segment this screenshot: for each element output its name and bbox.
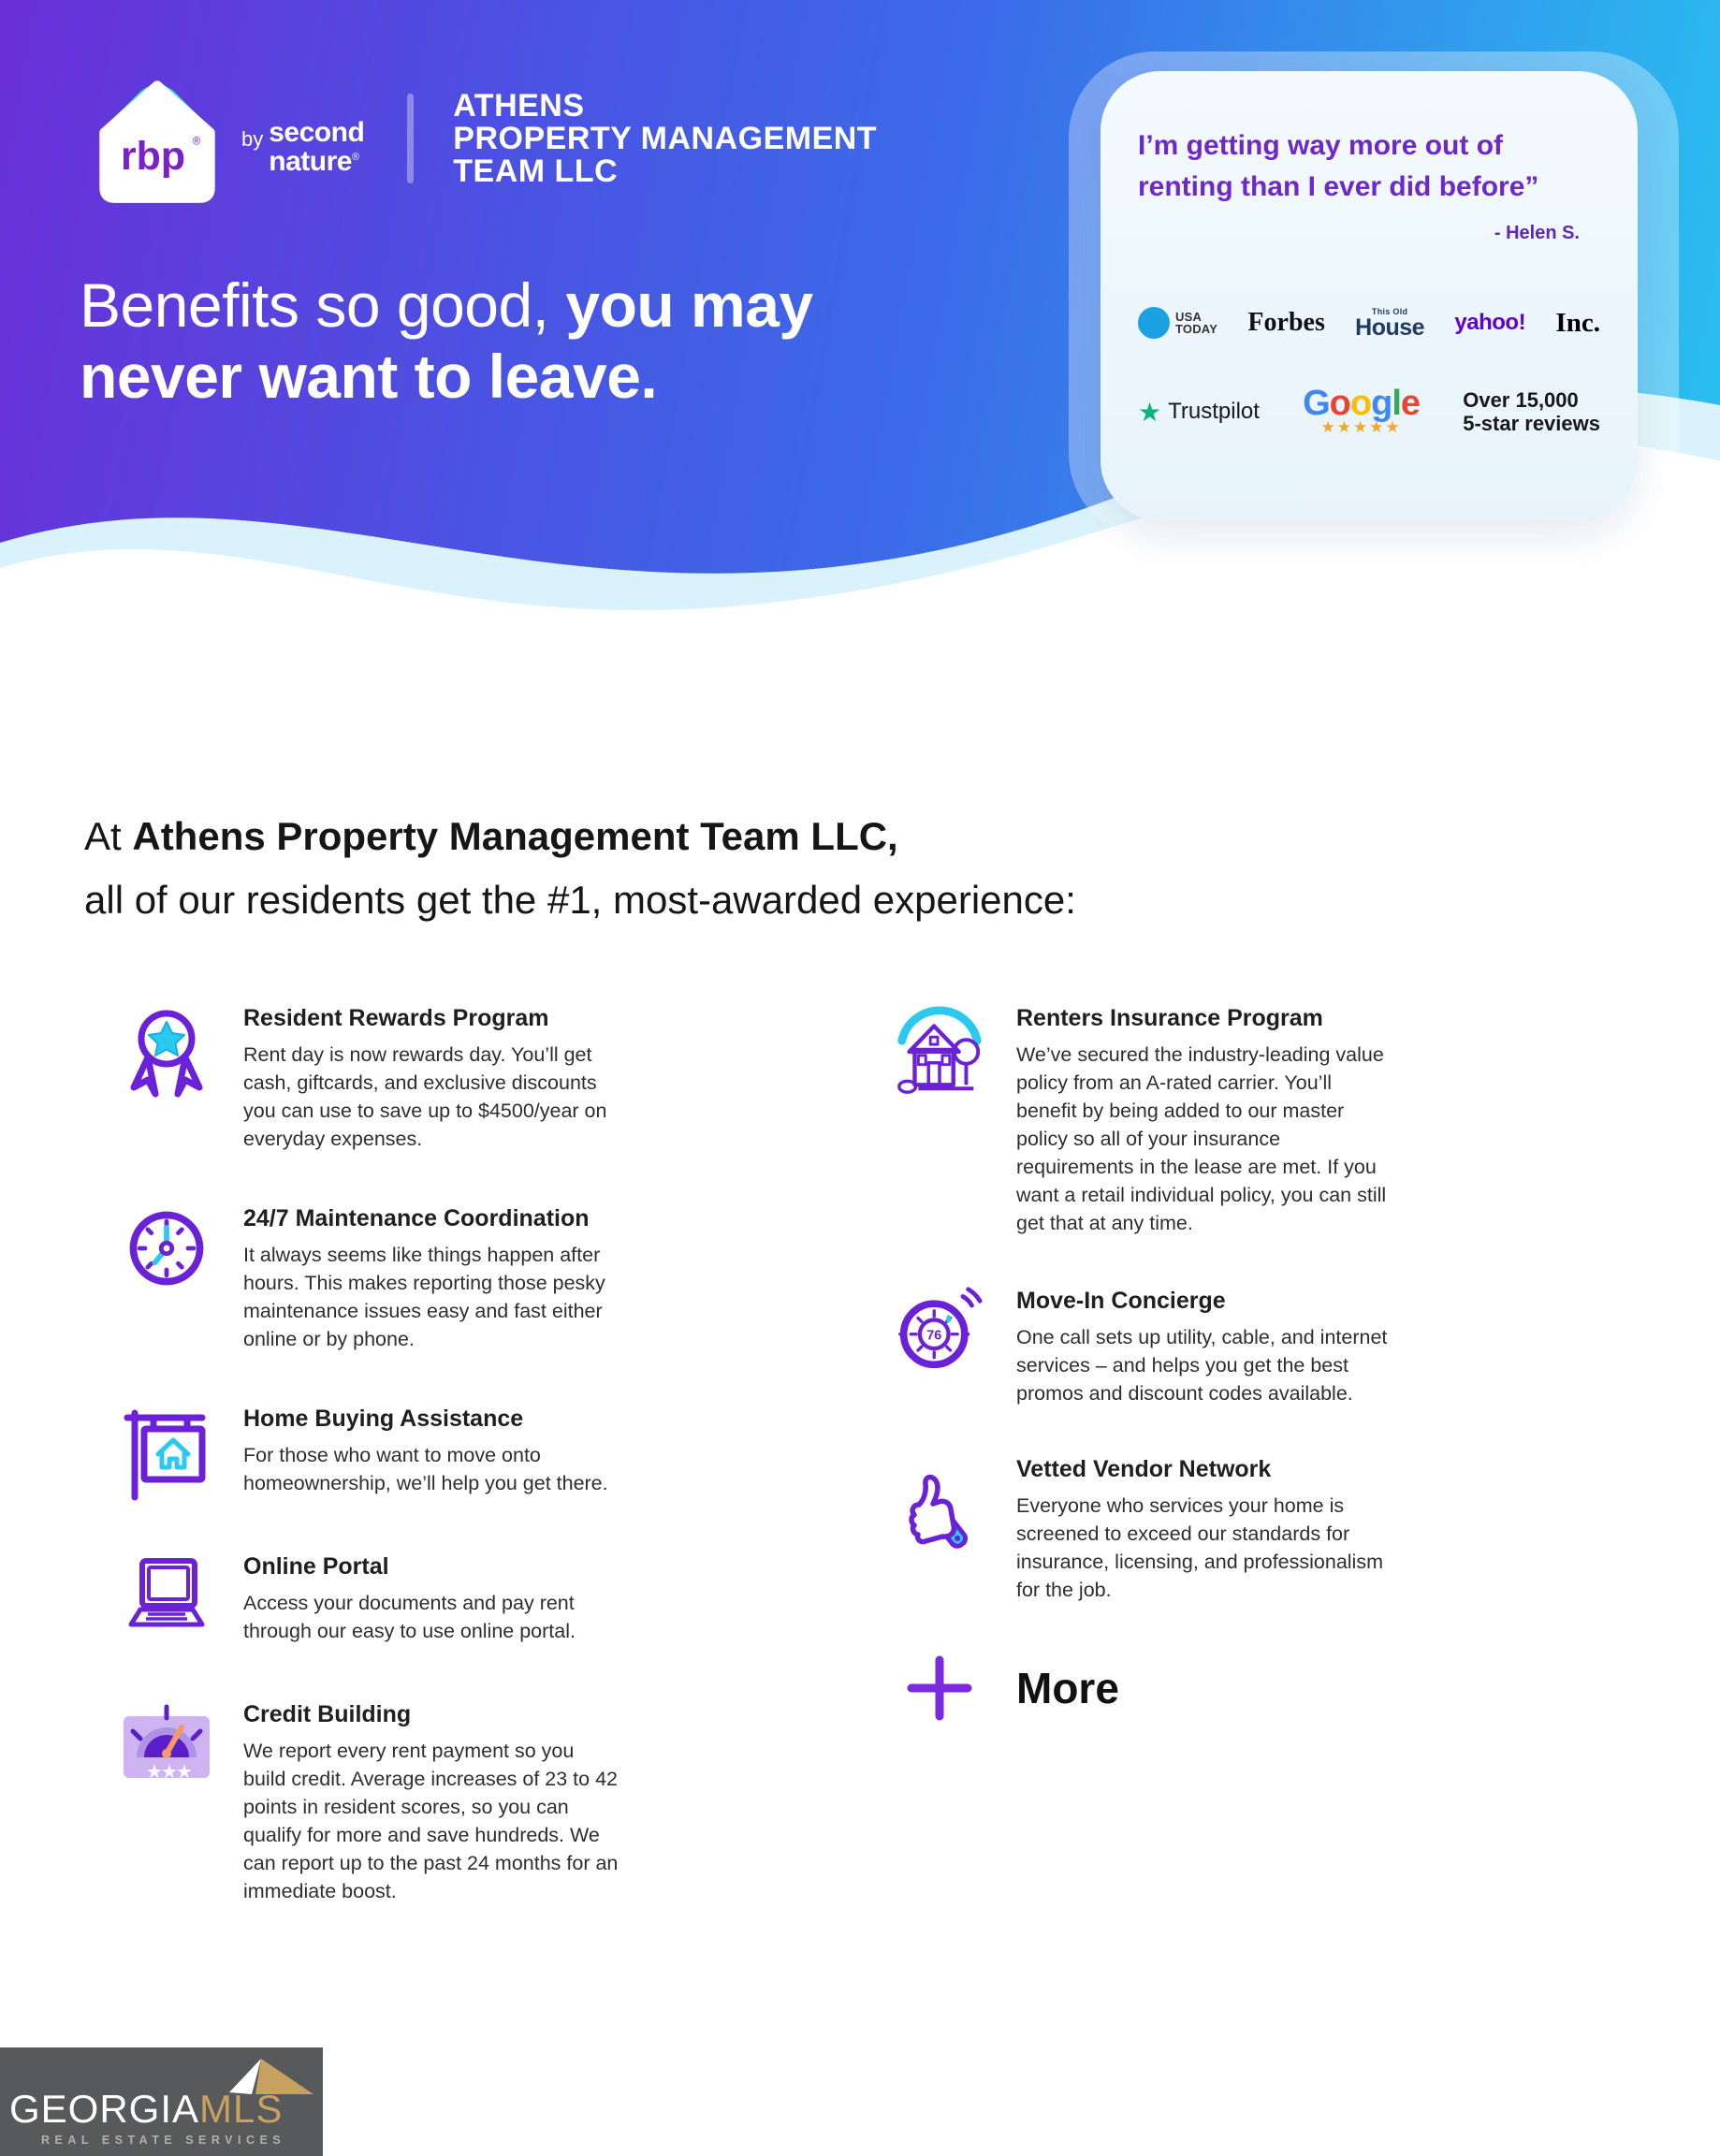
credit-gauge-icon bbox=[114, 1699, 219, 1789]
georgia-text: GEORGIA bbox=[9, 2087, 200, 2131]
headline-bold-2: never want to leave. bbox=[80, 342, 658, 411]
benefit-body: It always seems like things happen after hours. This makes reporting those pesky maintenance issues easy and fast either online or by phone. bbox=[243, 1244, 605, 1350]
mls-text: MLS bbox=[199, 2087, 284, 2131]
plus-icon bbox=[887, 1653, 992, 1724]
by-label: by bbox=[241, 127, 264, 151]
benefit-title: Move-In Concierge bbox=[1016, 1288, 1226, 1314]
benefit-title: Credit Building bbox=[243, 1701, 412, 1727]
benefit-title: Home Buying Assistance bbox=[243, 1406, 524, 1432]
thermostat-icon bbox=[887, 1286, 992, 1372]
benefit-body: We report every rent payment so you build credit. Average increases of 23 to 42 points in resident scores, so you can qualify for more and save hundreds. We can report up to the past 24 months for an immediate boost. bbox=[243, 1740, 619, 1902]
trustpilot-star-icon: ★ bbox=[1138, 397, 1162, 427]
quote-attribution: - Helen S. bbox=[1494, 223, 1580, 243]
headline-light: Benefits so good, bbox=[80, 270, 566, 340]
svg-text:★: ★ bbox=[161, 1762, 178, 1783]
hero-section bbox=[0, 0, 1720, 622]
company-name-line3: TEAM LLC bbox=[453, 153, 619, 189]
intro-company-name: Athens Property Management Team LLC, bbox=[132, 814, 898, 858]
thumbs-up-icon bbox=[887, 1454, 992, 1551]
usa-today-line1: USA bbox=[1175, 310, 1203, 324]
intro-line2: all of our residents get the #1, most-awarded experience: bbox=[84, 878, 1076, 922]
yahoo-logo: yahoo! bbox=[1454, 310, 1526, 335]
rbp-logo-text: rbp bbox=[120, 134, 186, 180]
benefit-renters-insurance bbox=[887, 1003, 1392, 1237]
medal-icon bbox=[114, 1003, 219, 1100]
intro-line1: At Athens Property Management Team LLC, bbox=[84, 814, 898, 858]
company-name-line2: PROPERTY MANAGEMENT bbox=[453, 120, 878, 156]
benefit-title: Vetted Vendor Network bbox=[1016, 1456, 1272, 1482]
benefit-title: 24/7 Maintenance Coordination bbox=[243, 1205, 590, 1231]
benefits-column-left bbox=[114, 1003, 627, 1905]
benefit-move-in-concierge bbox=[887, 1286, 1392, 1407]
company-name bbox=[453, 87, 878, 189]
svg-text:★: ★ bbox=[176, 1762, 193, 1783]
benefit-title: Renters Insurance Program bbox=[1016, 1005, 1323, 1031]
headline-bold-1: you may bbox=[565, 270, 813, 340]
this-old-house-small: This Old bbox=[1371, 307, 1408, 316]
benefit-online-portal bbox=[114, 1551, 627, 1645]
second-nature-logo bbox=[241, 103, 365, 177]
rbp-logo-icon bbox=[86, 67, 228, 210]
second-nature-line1: second bbox=[269, 117, 365, 148]
usa-today-line2: TODAY bbox=[1175, 322, 1218, 336]
benefit-vetted-vendors bbox=[887, 1454, 1392, 1604]
this-old-house-logo bbox=[1355, 307, 1424, 339]
quote-line1: I’m getting way more out of bbox=[1138, 130, 1504, 161]
benefit-title: Online Portal bbox=[243, 1553, 389, 1580]
google-logo bbox=[1303, 384, 1421, 436]
company-name-line1: ATHENS bbox=[453, 87, 585, 124]
more-label: More bbox=[1016, 1664, 1119, 1712]
usa-today-circle-icon bbox=[1138, 307, 1170, 339]
intro-heading bbox=[84, 805, 1076, 932]
hero-headline bbox=[80, 270, 813, 412]
press-logos-row bbox=[1138, 307, 1600, 339]
benefit-resident-rewards bbox=[114, 1003, 627, 1153]
header-divider bbox=[407, 94, 414, 183]
benefit-body: Everyone who services your home is screened to exceed our standards for insurance, licensing, and professionalism for the job. bbox=[1016, 1494, 1383, 1601]
second-nature-line2: nature® bbox=[269, 146, 359, 177]
trustpilot-logo bbox=[1138, 397, 1260, 428]
clock-icon bbox=[114, 1203, 219, 1293]
quote-line2: renting than I ever did before” bbox=[1138, 171, 1539, 202]
georgia-mls-logo bbox=[0, 2047, 323, 2156]
benefit-title: Resident Rewards Program bbox=[243, 1005, 549, 1031]
georgia-mls-tagline: REAL ESTATE SERVICES bbox=[41, 2134, 286, 2147]
rbp-logo bbox=[86, 67, 228, 210]
trustpilot-label: Trustpilot bbox=[1168, 399, 1260, 424]
reviews-line2: 5-star reviews bbox=[1463, 412, 1600, 435]
benefit-body: Access your documents and pay rent through our easy to use online portal. bbox=[243, 1592, 576, 1642]
svg-text:76: 76 bbox=[926, 1328, 942, 1344]
benefit-home-buying bbox=[114, 1404, 627, 1501]
google-stars: ★★★★★ bbox=[1320, 418, 1402, 436]
usa-today-logo bbox=[1138, 307, 1217, 339]
inc-logo: Inc. bbox=[1555, 307, 1600, 338]
rbp-reg-mark: ® bbox=[192, 135, 201, 148]
reviews-line1: Over 15,000 bbox=[1463, 388, 1579, 412]
svg-text:★: ★ bbox=[146, 1762, 163, 1783]
testimonial-card bbox=[1101, 71, 1638, 520]
brand-header bbox=[86, 67, 877, 210]
benefit-body: One call sets up utility, cable, and internet services – and helps you get the best promos and discount codes available. bbox=[1016, 1326, 1388, 1405]
insured-home-icon bbox=[887, 1003, 992, 1097]
benefit-more bbox=[887, 1653, 1392, 1724]
georgia-mls-wordmark bbox=[9, 2089, 283, 2130]
home-sign-icon bbox=[114, 1404, 219, 1501]
benefit-body: Rent day is now rewards day. You’ll get cash, giftcards, and exclusive discounts you can use to save up to $4500/year on everyday expenses. bbox=[243, 1043, 607, 1150]
forbes-logo: Forbes bbox=[1247, 308, 1325, 337]
benefit-maintenance bbox=[114, 1203, 627, 1353]
benefits-column-right bbox=[887, 1003, 1392, 1724]
benefit-credit-building bbox=[114, 1699, 627, 1905]
reviews-row bbox=[1138, 384, 1600, 436]
laptop-icon bbox=[114, 1551, 219, 1636]
google-logo-text: Google bbox=[1303, 384, 1421, 423]
this-old-house-big: House bbox=[1355, 314, 1425, 341]
testimonial-quote bbox=[1138, 125, 1600, 208]
benefit-body: For those who want to move onto homeownership, we’ll help you get there. bbox=[243, 1444, 608, 1494]
benefit-body: We’ve secured the industry-leading value policy from an A-rated carrier. You’ll benefit by being added to our master policy so all of your insurance requirements in the lease are met. If you want a retail individual policy, you can still get that at any time. bbox=[1016, 1043, 1387, 1234]
reviews-count bbox=[1463, 388, 1600, 435]
